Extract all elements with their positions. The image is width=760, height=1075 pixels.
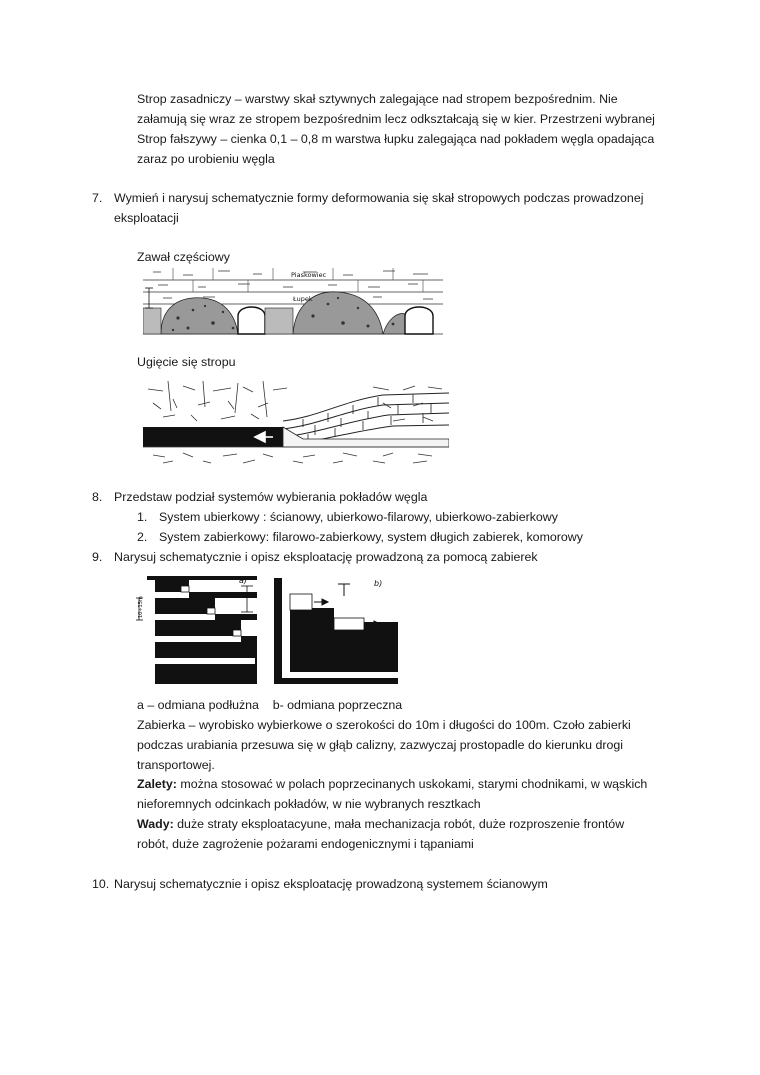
q8-item-1-text: System ubierkowy : ścianowy, ubierkowo-filarowy, ubierkowo-zabierkowy [159, 510, 558, 524]
q9-pros-text-1: można stosować w polach poprzecinanych uskokami, starymi chodnikami, w wąskich [176, 777, 648, 791]
q9-text: Narysuj schematycznie i opisz eksploatację prowadzoną za pomocą zabierek [114, 550, 538, 564]
intro-line-4: zaraz po urobieniu węgla [137, 152, 275, 166]
roof-bending-figure [143, 381, 449, 465]
fig1-label-shale: Łupek [293, 295, 313, 303]
q9-cons-line-1 [137, 816, 624, 832]
intro-line-2: załamują się wraz ze stropem bezpośrednim lecz odkształcają się w kier. Przestrzeni wybranej [137, 112, 655, 126]
q9-caption: a – odmiana podłużna b- odmiana poprzeczna [137, 698, 403, 712]
intro-line-3: Strop fałszywy – cienka 0,1 – 0,8 m warstwa łupku zalegająca nad pokładem węgla opadająca [137, 132, 655, 146]
q9-cons-line-2: robót, duże zagrożenie pożarami endogenicznymi i tąpaniami [137, 837, 474, 851]
q7-number: 7. [92, 191, 103, 205]
q8-item-1-number: 1. [137, 510, 148, 524]
fig-b-label: b) [374, 579, 383, 588]
q9-desc-line-2: podczas urabiania przesuwa się w głąb calizny, zazwyczaj prostopadle do kierunku drogi [137, 738, 624, 752]
q9-pros-line-2: nieforemnych odcinkach pokładów, w nie wybranych resztkach [137, 797, 481, 811]
q10-number: 10. [92, 877, 110, 891]
q8-item-2-number: 2. [137, 530, 148, 544]
q8-item-2-text: System zabierkowy: filarowo-zabierkowy, system długich zabierek, komorowy [159, 530, 583, 544]
q9-cons-label: Wady: [137, 817, 174, 831]
q7-line-1: Wymień i narysuj schematycznie formy deformowania się skał stropowych podczas prowadzonej [114, 191, 644, 205]
q9-pros-line-1 [137, 776, 647, 792]
q9-desc-line-3: transportowej. [137, 758, 215, 772]
q9-number: 9. [92, 550, 103, 564]
partial-cavein-figure [143, 268, 443, 346]
q9-desc-line-1: Zabierka – wyrobisko wybierkowe o szerokości do 10m i długości do 100m. Czoło zabierki [137, 718, 631, 732]
fig1-label-sandstone: Piaskowiec [291, 271, 327, 279]
q8-number: 8. [92, 490, 103, 504]
q8-text: Przedstaw podział systemów wybierania pokładów węgla [114, 490, 428, 504]
q7-line-2: eksploatacji [114, 211, 179, 225]
fig-a-label: a) [239, 576, 248, 585]
q10-text: Narysuj schematycznie i opisz eksploatację prowadzoną systemem ścianowym [114, 877, 548, 891]
room-transverse-figure [274, 572, 400, 690]
fig1-caption: Zawał częściowy [137, 250, 230, 264]
fig2-caption: Ugięcie się stropu [137, 355, 236, 369]
room-longitudinal-figure [135, 572, 259, 690]
intro-line-1: Strop zasadniczy – warstwy skał sztywnych zalegające nad stropem bezpośrednim. Nie [137, 92, 618, 106]
q9-pros-label: Zalety: [137, 777, 177, 791]
q9-cons-text-1: duże straty eksploatacyune, mała mechanizacja robót, duże rozproszenie frontów [173, 817, 625, 831]
fig-a-dimension: 10÷15m [138, 596, 144, 618]
